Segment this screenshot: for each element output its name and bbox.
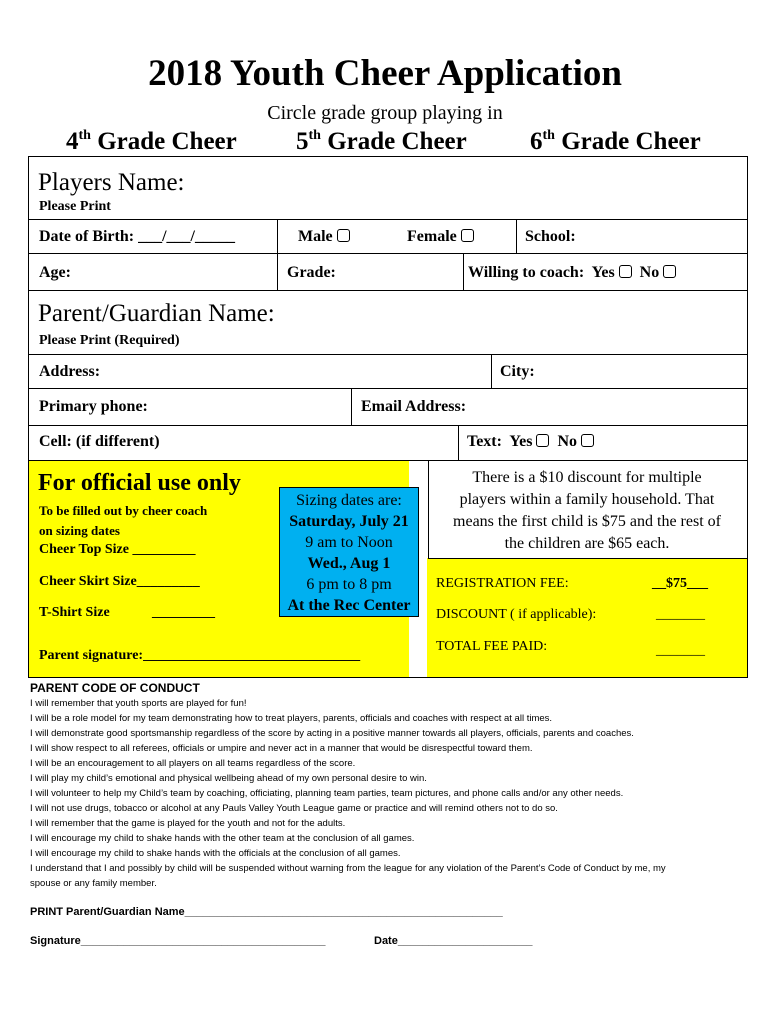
willing-to-coach-field[interactable]: Willing to coach: Yes No [468,264,676,282]
divider [29,460,747,461]
please-print-note: Please Print [39,199,111,214]
tshirt-size-field[interactable]: _________ [152,605,215,620]
cheer-skirt-size-field[interactable]: Cheer Skirt Size_________ [39,574,200,589]
divider [351,388,352,425]
please-print-required-note: Please Print (Required) [39,333,180,348]
registration-fee-label: REGISTRATION FEE: [436,576,569,591]
text-no-checkbox[interactable] [581,434,594,447]
divider [428,558,747,559]
sizing-dates-box [279,487,419,617]
conduct-line: I will not use drugs, tobacco or alcohol at any Pauls Valley Youth League game or practice and will remind others not to do so. [30,803,558,814]
grade-option-6th[interactable]: 6th Grade Cheer [530,128,701,155]
divider [29,219,747,220]
cheer-top-size-field[interactable]: Cheer Top Size _________ [39,542,196,557]
male-option[interactable]: Male [298,228,350,246]
discount-info: There is a $10 discount for multiple players within a family household. That means the first child is $75 and the rest of the children are $65 each. [453,469,721,552]
divider [29,290,747,291]
city-field[interactable]: City: [500,363,535,380]
divider [29,253,747,254]
grade-field[interactable]: Grade: [287,264,336,281]
sizing-location: At the Rec Center [287,597,411,614]
conduct-line: I will remember that youth sports are played for fun! [30,698,247,709]
grade-option-4th[interactable]: 4th Grade Cheer [66,128,237,155]
divider [516,219,517,253]
divider [277,253,278,290]
conduct-line: I will be an encouragement to all players on all teams regardless of the score. [30,758,356,769]
sizing-date-2: Wed., Aug 1 [307,555,391,572]
grade-instruction: Circle grade group playing in [267,102,503,124]
total-fee-field[interactable]: _______ [656,643,705,658]
male-checkbox[interactable] [337,229,350,242]
tshirt-size-label: T-Shirt Size [39,605,110,620]
official-use-heading: For official use only [38,470,241,496]
conduct-line: I understand that I and possibly by child will be suspended without warning from the league for any violation of the Parent’s Code of Conduct by me, my [30,863,666,874]
conduct-line: spouse or any family member. [30,878,157,889]
conduct-line: I will remember that the game is played for the youth and not for the adults. [30,818,346,829]
code-of-conduct-title: PARENT CODE OF CONDUCT [30,681,200,695]
coach-yes-checkbox[interactable] [619,265,632,278]
total-fee-label: TOTAL FEE PAID: [436,639,548,654]
email-field[interactable]: Email Address: [361,398,467,415]
female-option[interactable]: Female [407,228,474,246]
discount-field[interactable]: _______ [656,607,705,622]
divider [491,354,492,388]
divider [29,425,747,426]
divider [277,219,278,253]
sizing-date-1: Saturday, July 21 [289,513,409,530]
conduct-line: I will encourage my child to shake hands with the officials at the conclusion of all games. [30,848,401,859]
official-note-line2: on sizing dates [39,523,120,538]
discount-label: DISCOUNT ( if applicable): [436,607,597,622]
divider [458,425,459,460]
sizing-time-1: 9 am to Noon [305,534,393,551]
school-field[interactable]: School: [525,228,576,245]
text-option-field[interactable]: Text: Yes No [467,433,594,451]
conduct-line: I will play my child’s emotional and physical wellbeing ahead of my own personal desire to win. [30,773,427,784]
coach-no-checkbox[interactable] [663,265,676,278]
date-field[interactable]: Date______________________ [374,935,533,947]
conduct-line: I will show respect to all referees, officials or umpire and never act in a manner that would be disrespectful toward them. [30,743,533,754]
divider [29,388,747,389]
parent-signature-field[interactable]: Parent signature:_______________________________ [39,648,361,663]
cell-field[interactable]: Cell: (if different) [39,433,160,450]
conduct-line: I will volunteer to help my Child’s team by coaching, officiating, planning team parties, team pictures, and phone calls and/or any other needs. [30,788,624,799]
conduct-line: I will encourage my child to shake hands with the other team at the conclusion of all games. [30,833,415,844]
parent-name-label: Parent/Guardian Name: [38,300,275,327]
print-guardian-name-field[interactable]: PRINT Parent/Guardian Name____________________________________________________ [30,906,503,918]
text-yes-checkbox[interactable] [536,434,549,447]
divider [463,253,464,290]
conduct-line: I will be a role model for my team demonstrating how to treat players, parents, officials and coaches with respect at all times. [30,713,553,724]
primary-phone-field[interactable]: Primary phone: [39,398,148,415]
official-note-line1: To be filled out by cheer coach [39,503,208,518]
date-of-birth-field[interactable]: Date of Birth: ___/___/_____ [39,228,235,245]
players-name-label: Players Name: [38,169,185,196]
female-checkbox[interactable] [461,229,474,242]
page-title: 2018 Youth Cheer Application [148,53,622,94]
address-field[interactable]: Address: [39,363,101,380]
registration-fee-value: __$75___ [652,576,708,591]
sizing-time-2: 6 pm to 8 pm [306,576,392,593]
conduct-line: I will demonstrate good sportsmanship regardless of the score by acting in a positive manner towards all players, officials, parents and coaches. [30,728,634,739]
divider [29,354,747,355]
signature-field[interactable]: Signature________________________________________ [30,935,326,947]
grade-option-5th[interactable]: 5th Grade Cheer [296,128,467,155]
age-field[interactable]: Age: [39,264,71,281]
sizing-dates-heading: Sizing dates are: [296,492,402,509]
